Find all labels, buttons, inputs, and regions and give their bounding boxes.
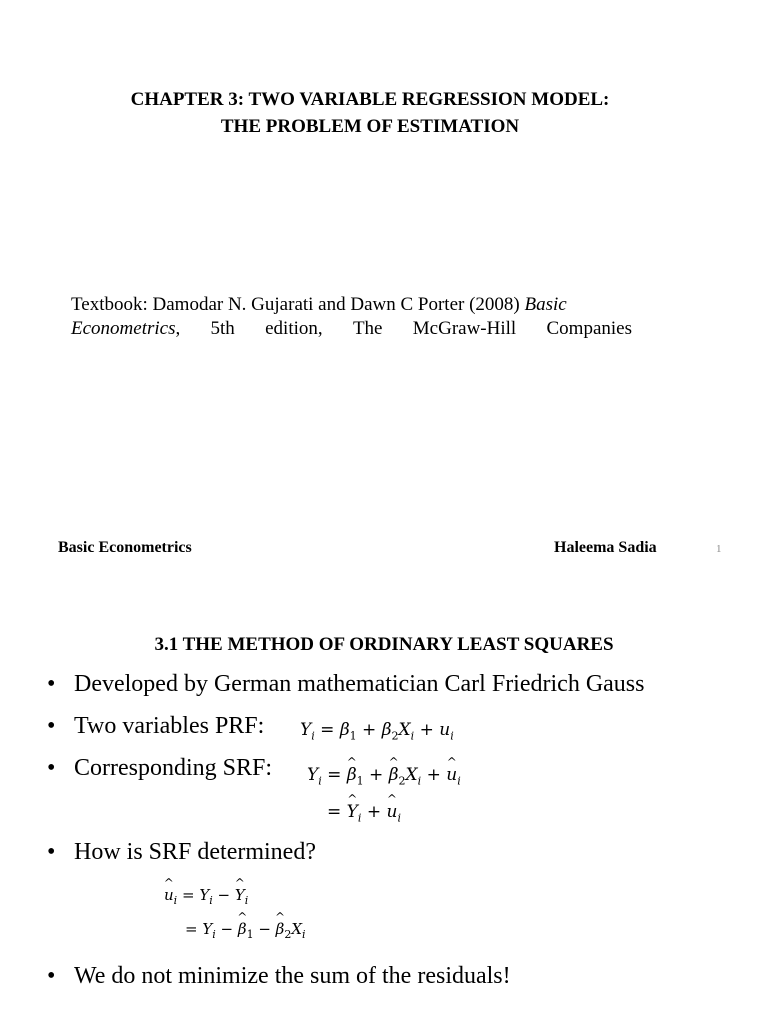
srf-equation-line-1: $Y_i = \beta$ $\^{}_1 + \beta$ $\^{}_2X_i + u$ $\^{}_i$ bbox=[307, 765, 461, 787]
prf-equation: $Y_i = \beta_1 + \beta_2X_i + u_i$ bbox=[300, 720, 454, 743]
footer-course: Basic Econometrics bbox=[58, 539, 192, 556]
bullet-dot: • bbox=[47, 671, 56, 697]
section-title: 3.1 THE METHOD OF ORDINARY LEAST SQUARES bbox=[154, 634, 614, 655]
slide-2 bbox=[0, 580, 768, 1024]
bullet-item bbox=[47, 839, 316, 866]
page-number: 1 bbox=[716, 543, 722, 555]
textbook-title-part-2-wrap bbox=[71, 317, 180, 341]
textbook-line-2 bbox=[71, 317, 632, 341]
textbook-title-part-2: Econometrics bbox=[71, 318, 176, 339]
bullet-text: Two variables PRF: bbox=[74, 713, 265, 739]
textbook-line-1 bbox=[71, 293, 632, 317]
bullet-item bbox=[47, 671, 644, 698]
bullet-item bbox=[47, 755, 272, 782]
bullet-dot: • bbox=[47, 755, 56, 781]
textbook-prefix: Textbook: Damodar N. Gujarati and Dawn C Porter (2008) bbox=[71, 294, 520, 315]
bullet-dot: • bbox=[47, 963, 56, 989]
footer-author: Haleema Sadia bbox=[554, 539, 657, 556]
bullet-text: We do not minimize the sum of the residuals! bbox=[74, 963, 511, 989]
chapter-title-line-1: CHAPTER 3: TWO VARIABLE REGRESSION MODEL: bbox=[130, 89, 610, 110]
bullet-text: Corresponding SRF: bbox=[74, 755, 273, 781]
textbook-companies: Companies bbox=[546, 318, 632, 339]
bullet-item bbox=[47, 963, 511, 990]
textbook-comma: , bbox=[175, 318, 181, 339]
bullet-dot: • bbox=[47, 839, 56, 865]
bullet-text: How is SRF determined? bbox=[74, 839, 316, 865]
textbook-edition: 5th bbox=[210, 318, 235, 339]
srf-equation-line-2: = Y $\^{}_i + u$ $\^{}_i$ bbox=[327, 802, 401, 824]
textbook-edition-word: edition, bbox=[265, 318, 323, 339]
bullet-item bbox=[47, 713, 264, 740]
bullet-dot: • bbox=[47, 713, 56, 739]
textbook-title-part-1: Basic bbox=[524, 294, 567, 315]
textbook-reference bbox=[71, 293, 632, 341]
bullet-text: Developed by German mathematician Carl Friedrich Gauss bbox=[74, 671, 645, 697]
chapter-title bbox=[0, 86, 740, 140]
residual-equation-line-2: = $Y_i - \beta$ $\^{}_1 - \beta$ $\^{}_2X_i$ bbox=[185, 920, 306, 941]
residual-equation-line-1: u $\^{}_i = Y_i - Y$ $\^{}_i$ bbox=[164, 886, 248, 907]
chapter-title-line-2: THE PROBLEM OF ESTIMATION bbox=[220, 116, 520, 137]
textbook-the: The bbox=[352, 318, 383, 339]
textbook-publisher: McGraw-Hill bbox=[412, 318, 517, 339]
